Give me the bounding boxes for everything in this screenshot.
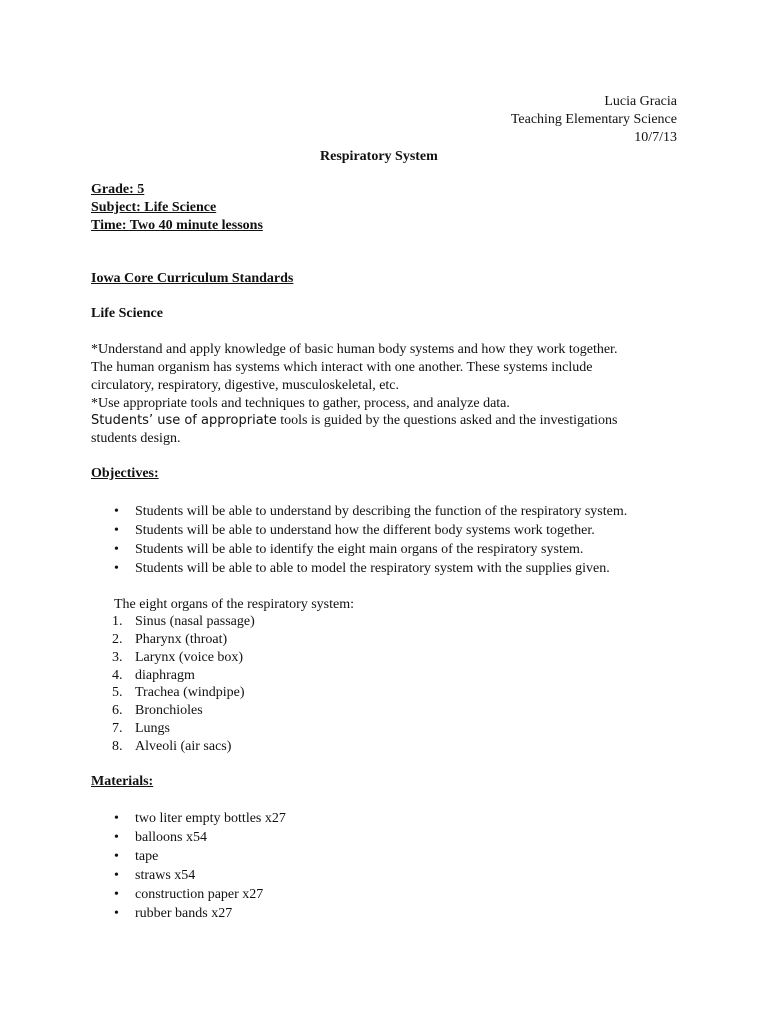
standards-line-mixed [91, 412, 617, 430]
materials-heading: Materials: [91, 774, 154, 789]
material-item: balloons x54 [135, 830, 207, 845]
document-date: 10/7/13 [634, 130, 677, 145]
organ-item: Lungs [135, 721, 170, 736]
organs-intro: The eight organs of the respiratory system: [114, 597, 355, 612]
material-item: straws x54 [135, 868, 196, 883]
bullet-icon: • [114, 504, 119, 519]
organ-number: 8. [112, 739, 123, 754]
objectives-heading: Objectives: [91, 466, 159, 481]
time-label: Time: Two 40 minute lessons [91, 218, 263, 233]
organ-item: Larynx (voice box) [135, 650, 244, 665]
course-name: Teaching Elementary Science [510, 112, 677, 127]
standards-sans-fragment: Students’ use of appropriate [91, 413, 277, 428]
organ-item: Trachea (windpipe) [135, 685, 245, 700]
organ-number: 2. [112, 632, 123, 647]
standards-line: students design. [91, 431, 181, 446]
objective-item: Students will be able to identify the eight main organs of the respiratory system. [135, 542, 584, 557]
bullet-icon: • [114, 561, 119, 576]
bullet-icon: • [114, 887, 119, 902]
subject-label: Subject: Life Science [91, 200, 217, 215]
organ-item: Alveoli (air sacs) [135, 739, 232, 754]
bullet-icon: • [114, 849, 119, 864]
objective-item: Students will be able to understand how the different body systems work together. [135, 523, 595, 538]
grade-label: Grade: 5 [91, 182, 145, 197]
organ-item: Bronchioles [135, 703, 203, 718]
document-title: Respiratory System [320, 149, 438, 164]
standards-line: *Understand and apply knowledge of basic human body systems and how they work together. [91, 342, 618, 357]
organ-item: Sinus (nasal passage) [135, 614, 255, 629]
bullet-icon: • [114, 542, 119, 557]
organ-number: 3. [112, 650, 123, 665]
standards-line: The human organism has systems which interact with one another. These systems include [91, 360, 593, 375]
bullet-icon: • [114, 811, 119, 826]
material-item: two liter empty bottles x27 [135, 811, 286, 826]
bullet-icon: • [114, 868, 119, 883]
standards-line: circulatory, respiratory, digestive, musculoskeletal, etc. [91, 378, 400, 393]
standards-heading: Iowa Core Curriculum Standards [91, 271, 294, 286]
organ-item: Pharynx (throat) [135, 632, 228, 647]
standards-subheading: Life Science [91, 306, 163, 321]
author-name: Lucia Gracia [604, 94, 677, 109]
material-item: rubber bands x27 [135, 906, 233, 921]
bullet-icon: • [114, 523, 119, 538]
organ-number: 6. [112, 703, 123, 718]
material-item: tape [135, 849, 159, 864]
objective-item: Students will be able to understand by describing the function of the respiratory system. [135, 504, 628, 519]
organ-item: diaphragm [135, 668, 195, 683]
organ-number: 7. [112, 721, 123, 736]
objective-item: Students will be able to able to model the respiratory system with the supplies given. [135, 561, 610, 576]
organ-number: 1. [112, 614, 123, 629]
material-item: construction paper x27 [135, 887, 264, 902]
organ-number: 4. [112, 668, 123, 683]
bullet-icon: • [114, 830, 119, 845]
bullet-icon: • [114, 906, 119, 921]
organ-number: 5. [112, 685, 123, 700]
standards-serif-fragment: tools is guided by the questions asked and the investigations [276, 413, 618, 428]
standards-line: *Use appropriate tools and techniques to gather, process, and analyze data. [91, 396, 510, 411]
